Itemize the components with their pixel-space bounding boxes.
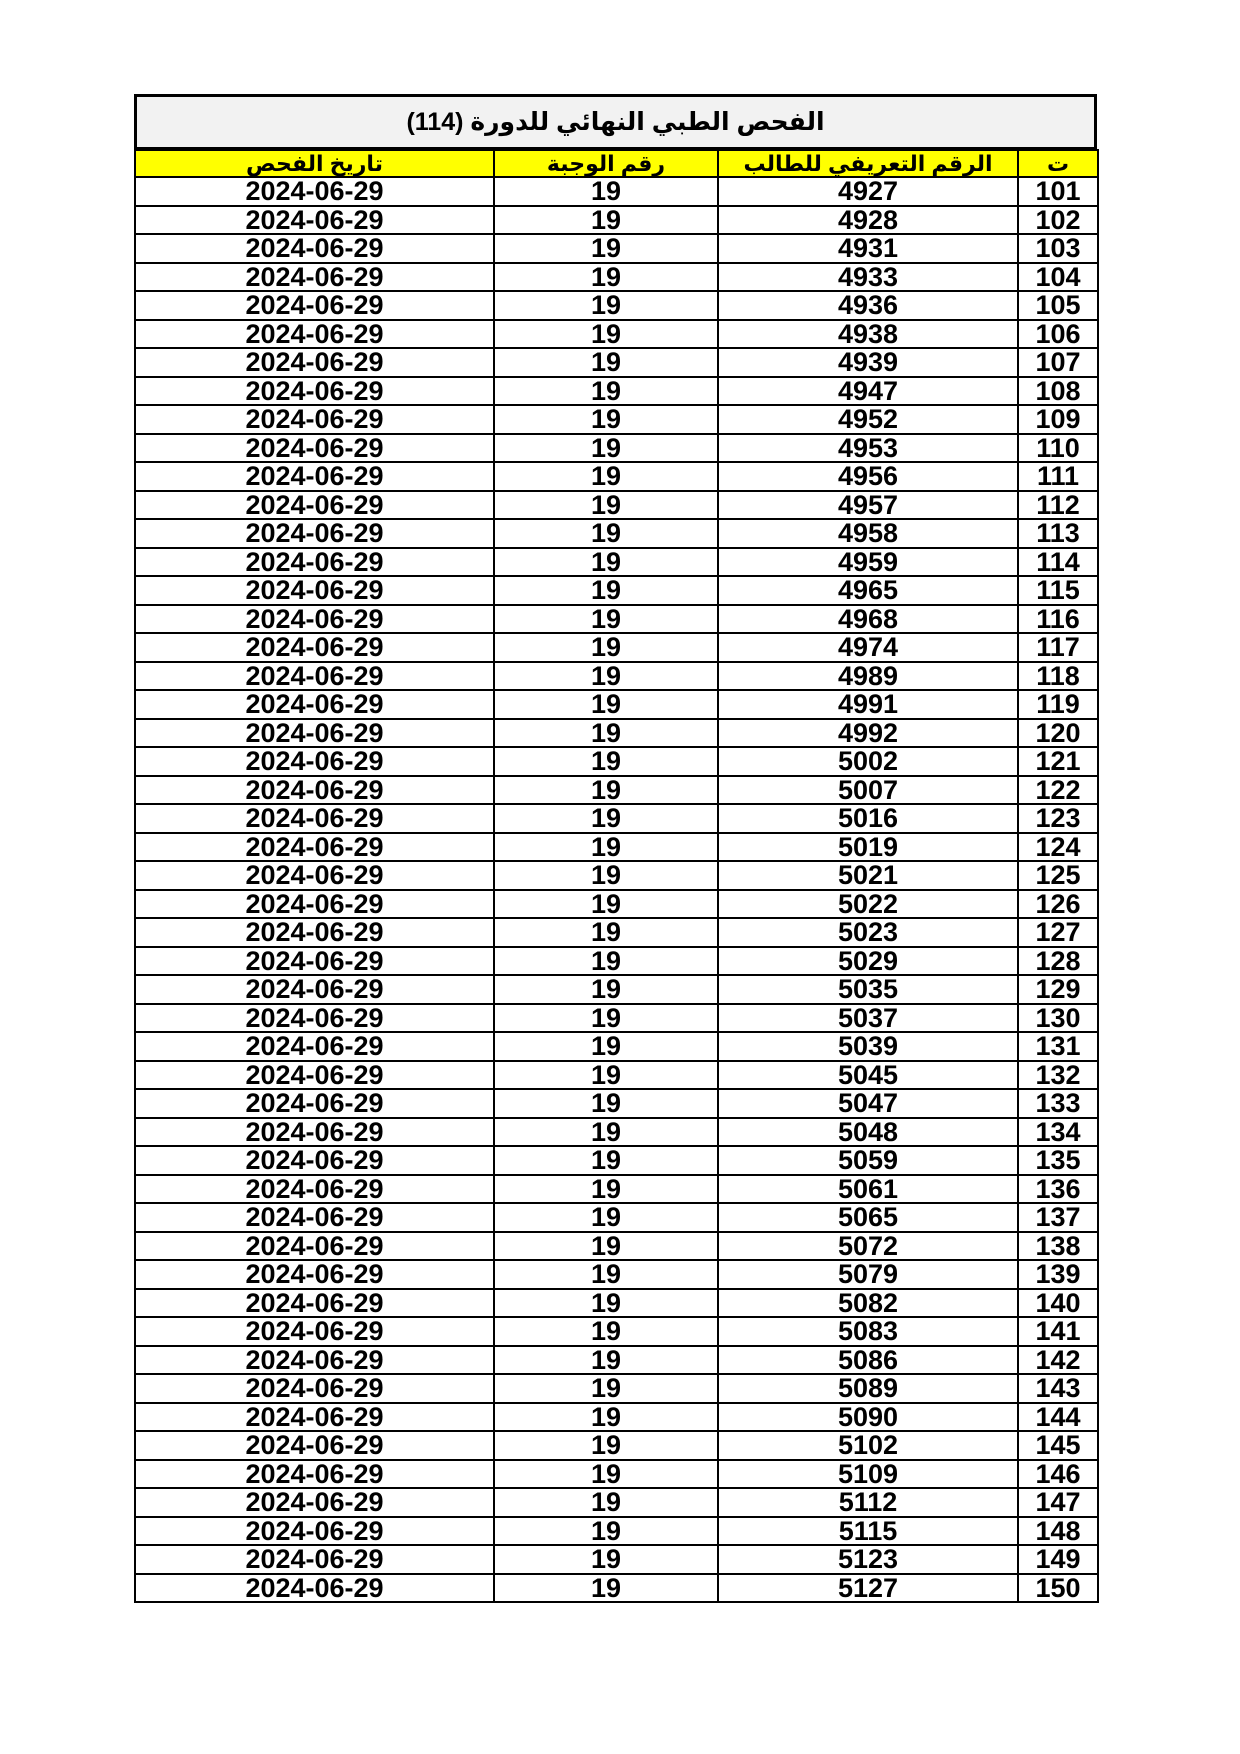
- cell-num: 123: [1018, 804, 1098, 833]
- cell-date: 2024-06-29: [135, 206, 494, 235]
- cell-date: 2024-06-29: [135, 1260, 494, 1289]
- page-title: الفحص الطبي النهائي للدورة (114): [134, 94, 1097, 150]
- cell-num: 114: [1018, 548, 1098, 577]
- cell-num: 107: [1018, 348, 1098, 377]
- cell-num: 150: [1018, 1574, 1098, 1603]
- cell-student-id: 4947: [718, 377, 1018, 406]
- cell-date: 2024-06-29: [135, 576, 494, 605]
- cell-num: 145: [1018, 1431, 1098, 1460]
- cell-date: 2024-06-29: [135, 320, 494, 349]
- cell-num: 143: [1018, 1374, 1098, 1403]
- cell-num: 115: [1018, 576, 1098, 605]
- cell-date: 2024-06-29: [135, 1089, 494, 1118]
- cell-student-id: 5082: [718, 1289, 1018, 1318]
- document-sheet: [134, 94, 1097, 1603]
- table-row: [135, 1431, 1098, 1460]
- table-row: [135, 1545, 1098, 1574]
- cell-num: 139: [1018, 1260, 1098, 1289]
- cell-num: 106: [1018, 320, 1098, 349]
- cell-meal: 19: [494, 348, 718, 377]
- table-row: [135, 405, 1098, 434]
- cell-num: 105: [1018, 291, 1098, 320]
- cell-student-id: 4928: [718, 206, 1018, 235]
- cell-meal: 19: [494, 177, 718, 206]
- table-row: [135, 633, 1098, 662]
- cell-meal: 19: [494, 1517, 718, 1546]
- cell-num: 119: [1018, 690, 1098, 719]
- cell-date: 2024-06-29: [135, 776, 494, 805]
- cell-num: 125: [1018, 861, 1098, 890]
- cell-date: 2024-06-29: [135, 861, 494, 890]
- cell-student-id: 4991: [718, 690, 1018, 719]
- cell-meal: 19: [494, 263, 718, 292]
- cell-meal: 19: [494, 1488, 718, 1517]
- cell-date: 2024-06-29: [135, 1118, 494, 1147]
- table-row: [135, 1061, 1098, 1090]
- table-row: [135, 833, 1098, 862]
- cell-meal: 19: [494, 434, 718, 463]
- cell-student-id: 5072: [718, 1232, 1018, 1261]
- table-row: [135, 1460, 1098, 1489]
- cell-date: 2024-06-29: [135, 1061, 494, 1090]
- cell-date: 2024-06-29: [135, 975, 494, 1004]
- cell-date: 2024-06-29: [135, 519, 494, 548]
- cell-meal: 19: [494, 719, 718, 748]
- cell-student-id: 5127: [718, 1574, 1018, 1603]
- cell-student-id: 5048: [718, 1118, 1018, 1147]
- table-row: [135, 690, 1098, 719]
- cell-student-id: 5102: [718, 1431, 1018, 1460]
- cell-meal: 19: [494, 1118, 718, 1147]
- table-row: [135, 320, 1098, 349]
- cell-meal: 19: [494, 1232, 718, 1261]
- cell-meal: 19: [494, 1260, 718, 1289]
- cell-student-id: 4965: [718, 576, 1018, 605]
- cell-date: 2024-06-29: [135, 1004, 494, 1033]
- cell-student-id: 5083: [718, 1317, 1018, 1346]
- table-body: [135, 177, 1098, 1602]
- cell-student-id: 5007: [718, 776, 1018, 805]
- cell-num: 147: [1018, 1488, 1098, 1517]
- table-row: [135, 263, 1098, 292]
- cell-date: 2024-06-29: [135, 1488, 494, 1517]
- cell-num: 122: [1018, 776, 1098, 805]
- table-row: [135, 1317, 1098, 1346]
- cell-student-id: 4927: [718, 177, 1018, 206]
- cell-meal: 19: [494, 1061, 718, 1090]
- cell-date: 2024-06-29: [135, 918, 494, 947]
- cell-date: 2024-06-29: [135, 1232, 494, 1261]
- table-row: [135, 719, 1098, 748]
- exam-table: [134, 149, 1099, 1603]
- table-row: [135, 234, 1098, 263]
- cell-date: 2024-06-29: [135, 1032, 494, 1061]
- table-row: [135, 1488, 1098, 1517]
- table-row: [135, 918, 1098, 947]
- cell-student-id: 4968: [718, 605, 1018, 634]
- cell-date: 2024-06-29: [135, 1517, 494, 1546]
- cell-meal: 19: [494, 320, 718, 349]
- cell-num: 117: [1018, 633, 1098, 662]
- cell-meal: 19: [494, 548, 718, 577]
- cell-student-id: 5061: [718, 1175, 1018, 1204]
- cell-num: 126: [1018, 890, 1098, 919]
- cell-student-id: 5021: [718, 861, 1018, 890]
- table-row: [135, 947, 1098, 976]
- cell-student-id: 5035: [718, 975, 1018, 1004]
- cell-date: 2024-06-29: [135, 1289, 494, 1318]
- cell-date: 2024-06-29: [135, 947, 494, 976]
- table-row: [135, 1232, 1098, 1261]
- cell-num: 109: [1018, 405, 1098, 434]
- cell-date: 2024-06-29: [135, 1175, 494, 1204]
- cell-student-id: 4933: [718, 263, 1018, 292]
- cell-meal: 19: [494, 377, 718, 406]
- cell-meal: 19: [494, 918, 718, 947]
- cell-student-id: 4974: [718, 633, 1018, 662]
- cell-num: 102: [1018, 206, 1098, 235]
- cell-date: 2024-06-29: [135, 348, 494, 377]
- cell-date: 2024-06-29: [135, 462, 494, 491]
- cell-student-id: 5059: [718, 1146, 1018, 1175]
- cell-num: 128: [1018, 947, 1098, 976]
- cell-meal: 19: [494, 1374, 718, 1403]
- header-date: تاريخ الفحص: [135, 150, 494, 177]
- cell-meal: 19: [494, 1004, 718, 1033]
- cell-date: 2024-06-29: [135, 719, 494, 748]
- cell-num: 137: [1018, 1203, 1098, 1232]
- cell-student-id: 5045: [718, 1061, 1018, 1090]
- cell-meal: 19: [494, 1032, 718, 1061]
- cell-student-id: 5029: [718, 947, 1018, 976]
- table-row: [135, 1146, 1098, 1175]
- cell-meal: 19: [494, 1175, 718, 1204]
- cell-num: 134: [1018, 1118, 1098, 1147]
- cell-num: 131: [1018, 1032, 1098, 1061]
- table-row: [135, 804, 1098, 833]
- cell-student-id: 5016: [718, 804, 1018, 833]
- cell-num: 110: [1018, 434, 1098, 463]
- table-row: [135, 1032, 1098, 1061]
- cell-meal: 19: [494, 747, 718, 776]
- cell-num: 121: [1018, 747, 1098, 776]
- cell-num: 142: [1018, 1346, 1098, 1375]
- cell-meal: 19: [494, 1431, 718, 1460]
- cell-num: 146: [1018, 1460, 1098, 1489]
- cell-num: 140: [1018, 1289, 1098, 1318]
- cell-num: 136: [1018, 1175, 1098, 1204]
- cell-meal: 19: [494, 975, 718, 1004]
- cell-student-id: 4953: [718, 434, 1018, 463]
- cell-student-id: 4957: [718, 491, 1018, 520]
- cell-date: 2024-06-29: [135, 491, 494, 520]
- cell-meal: 19: [494, 1545, 718, 1574]
- table-row: [135, 747, 1098, 776]
- cell-num: 124: [1018, 833, 1098, 862]
- table-row: [135, 177, 1098, 206]
- cell-date: 2024-06-29: [135, 1574, 494, 1603]
- table-row: [135, 1517, 1098, 1546]
- cell-num: 144: [1018, 1403, 1098, 1432]
- cell-meal: 19: [494, 405, 718, 434]
- cell-student-id: 5112: [718, 1488, 1018, 1517]
- table-row: [135, 491, 1098, 520]
- cell-student-id: 4938: [718, 320, 1018, 349]
- table-row: [135, 1260, 1098, 1289]
- cell-meal: 19: [494, 519, 718, 548]
- cell-meal: 19: [494, 1289, 718, 1318]
- cell-date: 2024-06-29: [135, 1203, 494, 1232]
- cell-meal: 19: [494, 1317, 718, 1346]
- cell-date: 2024-06-29: [135, 434, 494, 463]
- cell-meal: 19: [494, 1089, 718, 1118]
- table-row: [135, 348, 1098, 377]
- table-row: [135, 1403, 1098, 1432]
- table-row: [135, 576, 1098, 605]
- table-row: [135, 1289, 1098, 1318]
- cell-date: 2024-06-29: [135, 1374, 494, 1403]
- cell-date: 2024-06-29: [135, 1460, 494, 1489]
- cell-num: 112: [1018, 491, 1098, 520]
- cell-meal: 19: [494, 1346, 718, 1375]
- cell-student-id: 4939: [718, 348, 1018, 377]
- cell-num: 104: [1018, 263, 1098, 292]
- cell-student-id: 4992: [718, 719, 1018, 748]
- table-row: [135, 1175, 1098, 1204]
- cell-date: 2024-06-29: [135, 833, 494, 862]
- cell-date: 2024-06-29: [135, 633, 494, 662]
- cell-date: 2024-06-29: [135, 605, 494, 634]
- cell-meal: 19: [494, 890, 718, 919]
- cell-num: 148: [1018, 1517, 1098, 1546]
- cell-student-id: 4936: [718, 291, 1018, 320]
- cell-num: 120: [1018, 719, 1098, 748]
- cell-date: 2024-06-29: [135, 662, 494, 691]
- cell-student-id: 5047: [718, 1089, 1018, 1118]
- table-row: [135, 1374, 1098, 1403]
- header-student-id: الرقم التعريفي للطالب: [718, 150, 1018, 177]
- cell-date: 2024-06-29: [135, 1403, 494, 1432]
- cell-meal: 19: [494, 605, 718, 634]
- table-row: [135, 1574, 1098, 1603]
- cell-student-id: 5089: [718, 1374, 1018, 1403]
- cell-date: 2024-06-29: [135, 1346, 494, 1375]
- cell-num: 101: [1018, 177, 1098, 206]
- cell-date: 2024-06-29: [135, 890, 494, 919]
- cell-student-id: 5123: [718, 1545, 1018, 1574]
- cell-meal: 19: [494, 1203, 718, 1232]
- table-row: [135, 1004, 1098, 1033]
- cell-student-id: 5086: [718, 1346, 1018, 1375]
- cell-date: 2024-06-29: [135, 377, 494, 406]
- table-row: [135, 548, 1098, 577]
- header-meal: رقم الوجبة: [494, 150, 718, 177]
- cell-date: 2024-06-29: [135, 1146, 494, 1175]
- cell-student-id: 4956: [718, 462, 1018, 491]
- table-row: [135, 1089, 1098, 1118]
- cell-meal: 19: [494, 833, 718, 862]
- cell-meal: 19: [494, 1460, 718, 1489]
- cell-num: 111: [1018, 462, 1098, 491]
- cell-num: 130: [1018, 1004, 1098, 1033]
- cell-num: 127: [1018, 918, 1098, 947]
- cell-student-id: 5019: [718, 833, 1018, 862]
- table-row: [135, 975, 1098, 1004]
- cell-num: 135: [1018, 1146, 1098, 1175]
- cell-student-id: 5115: [718, 1517, 1018, 1546]
- cell-num: 116: [1018, 605, 1098, 634]
- table-row: [135, 291, 1098, 320]
- table-header-row: [135, 150, 1098, 177]
- table-row: [135, 519, 1098, 548]
- cell-num: 141: [1018, 1317, 1098, 1346]
- table-row: [135, 1203, 1098, 1232]
- cell-student-id: 4958: [718, 519, 1018, 548]
- cell-meal: 19: [494, 234, 718, 263]
- cell-meal: 19: [494, 1574, 718, 1603]
- cell-student-id: 4931: [718, 234, 1018, 263]
- cell-meal: 19: [494, 776, 718, 805]
- cell-student-id: 5002: [718, 747, 1018, 776]
- cell-date: 2024-06-29: [135, 291, 494, 320]
- cell-student-id: 5037: [718, 1004, 1018, 1033]
- cell-date: 2024-06-29: [135, 548, 494, 577]
- cell-date: 2024-06-29: [135, 804, 494, 833]
- cell-num: 149: [1018, 1545, 1098, 1574]
- table-row: [135, 377, 1098, 406]
- table-row: [135, 890, 1098, 919]
- cell-student-id: 5109: [718, 1460, 1018, 1489]
- cell-meal: 19: [494, 947, 718, 976]
- table-row: [135, 462, 1098, 491]
- table-row: [135, 434, 1098, 463]
- cell-num: 132: [1018, 1061, 1098, 1090]
- cell-student-id: 5090: [718, 1403, 1018, 1432]
- cell-meal: 19: [494, 662, 718, 691]
- cell-student-id: 5022: [718, 890, 1018, 919]
- cell-student-id: 4989: [718, 662, 1018, 691]
- cell-date: 2024-06-29: [135, 234, 494, 263]
- cell-meal: 19: [494, 633, 718, 662]
- cell-date: 2024-06-29: [135, 1431, 494, 1460]
- table-row: [135, 662, 1098, 691]
- cell-meal: 19: [494, 576, 718, 605]
- cell-student-id: 5023: [718, 918, 1018, 947]
- cell-date: 2024-06-29: [135, 747, 494, 776]
- cell-num: 113: [1018, 519, 1098, 548]
- cell-meal: 19: [494, 690, 718, 719]
- cell-num: 108: [1018, 377, 1098, 406]
- cell-meal: 19: [494, 206, 718, 235]
- cell-num: 103: [1018, 234, 1098, 263]
- cell-num: 133: [1018, 1089, 1098, 1118]
- cell-date: 2024-06-29: [135, 690, 494, 719]
- cell-date: 2024-06-29: [135, 1545, 494, 1574]
- cell-num: 138: [1018, 1232, 1098, 1261]
- table-row: [135, 1346, 1098, 1375]
- table-row: [135, 206, 1098, 235]
- table-row: [135, 1118, 1098, 1147]
- cell-num: 118: [1018, 662, 1098, 691]
- cell-meal: 19: [494, 1146, 718, 1175]
- cell-date: 2024-06-29: [135, 263, 494, 292]
- cell-date: 2024-06-29: [135, 405, 494, 434]
- cell-meal: 19: [494, 861, 718, 890]
- cell-student-id: 5079: [718, 1260, 1018, 1289]
- table-row: [135, 776, 1098, 805]
- cell-meal: 19: [494, 804, 718, 833]
- cell-meal: 19: [494, 462, 718, 491]
- header-num: ت: [1018, 150, 1098, 177]
- cell-student-id: 4952: [718, 405, 1018, 434]
- table-row: [135, 861, 1098, 890]
- cell-student-id: 4959: [718, 548, 1018, 577]
- cell-date: 2024-06-29: [135, 177, 494, 206]
- table-row: [135, 605, 1098, 634]
- cell-student-id: 5065: [718, 1203, 1018, 1232]
- cell-student-id: 5039: [718, 1032, 1018, 1061]
- cell-num: 129: [1018, 975, 1098, 1004]
- cell-meal: 19: [494, 491, 718, 520]
- cell-meal: 19: [494, 291, 718, 320]
- cell-meal: 19: [494, 1403, 718, 1432]
- cell-date: 2024-06-29: [135, 1317, 494, 1346]
